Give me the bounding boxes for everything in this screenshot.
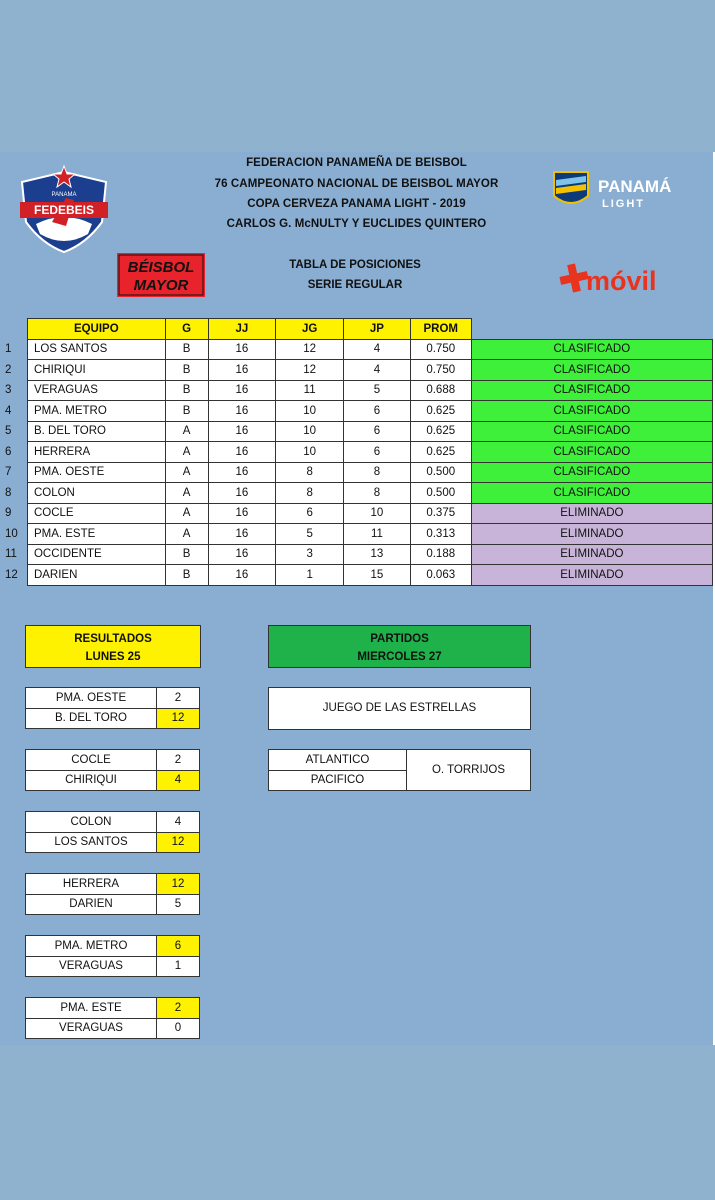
status-cell: CLASIFICADO [471, 360, 712, 381]
standings-row [0, 483, 713, 504]
table-caption: TABLA DE POSICIONES [289, 259, 421, 271]
game-team: PMA. ESTE [26, 998, 157, 1019]
average-cell: 0.750 [410, 360, 471, 381]
rank-cell: 10 [5, 527, 18, 540]
status-cell: CLASIFICADO [471, 339, 712, 360]
team-atlantico: ATLANTICO [269, 750, 407, 771]
status-cell: CLASIFICADO [471, 462, 712, 483]
game-score: 12 [157, 874, 200, 895]
results-header [25, 625, 201, 668]
status-cell: CLASIFICADO [471, 401, 712, 422]
game-score: 2 [157, 750, 200, 771]
standings-row [0, 524, 713, 545]
played-cell: 16 [208, 421, 276, 442]
results-date: LUNES 25 [85, 651, 141, 663]
game-team: COCLE [26, 750, 157, 771]
game-team: PMA. METRO [26, 936, 157, 957]
game-team: PMA. OESTE [26, 688, 157, 709]
standings-row [0, 442, 713, 463]
game-result [25, 749, 200, 791]
team-cell: VERAGUAS [27, 380, 165, 401]
average-cell: 0.188 [410, 544, 471, 565]
standings-row [0, 503, 713, 524]
standings-header-row [0, 319, 713, 340]
rank-cell: 7 [5, 466, 12, 479]
group-cell: A [165, 442, 208, 463]
standings-row [0, 421, 713, 442]
standings-row [0, 401, 713, 422]
average-cell: 0.750 [410, 339, 471, 360]
col-header-won: JG [276, 319, 344, 340]
won-cell: 12 [276, 360, 344, 381]
rank-cell: 8 [5, 486, 12, 499]
federation-title: FEDERACION PANAMEÑA DE BEISBOL [246, 157, 467, 169]
game-team: COLON [26, 812, 157, 833]
group-cell: A [165, 503, 208, 524]
status-cell: CLASIFICADO [471, 421, 712, 442]
beisbol-mayor-logo [117, 253, 205, 297]
rank-cell: 1 [5, 343, 12, 356]
status-cell: CLASIFICADO [471, 483, 712, 504]
average-cell: 0.688 [410, 380, 471, 401]
standings-row [0, 544, 713, 565]
team-cell: LOS SANTOS [27, 339, 165, 360]
won-cell: 3 [276, 544, 344, 565]
won-cell: 10 [276, 442, 344, 463]
lost-cell: 6 [344, 442, 411, 463]
game-score: 5 [157, 894, 200, 915]
matches-title: PARTIDOS [370, 633, 429, 645]
team-cell: PMA. OESTE [27, 462, 165, 483]
series-caption: SERIE REGULAR [307, 279, 403, 291]
game-score: 1 [157, 956, 200, 977]
standings-row [0, 462, 713, 483]
played-cell: 16 [208, 462, 276, 483]
team-cell: PMA. METRO [27, 401, 165, 422]
group-cell: B [165, 565, 208, 586]
game-team: LOS SANTOS [26, 832, 157, 853]
played-cell: 16 [208, 544, 276, 565]
game-result [25, 873, 200, 915]
rank-cell: 12 [5, 568, 18, 581]
lost-cell: 6 [344, 401, 411, 422]
played-cell: 16 [208, 442, 276, 463]
fedebeis-text: FEDEBEIS [33, 203, 95, 217]
average-cell: 0.625 [410, 442, 471, 463]
standings-row [0, 565, 713, 586]
played-cell: 16 [208, 360, 276, 381]
won-cell: 8 [276, 483, 344, 504]
all-star-matchup [268, 749, 531, 791]
average-cell: 0.625 [410, 421, 471, 442]
status-cell: ELIMINADO [471, 544, 712, 565]
status-cell: ELIMINADO [471, 524, 712, 545]
lost-cell: 15 [344, 565, 411, 586]
beisbol-text: BÉISBOL [127, 259, 195, 276]
movil-text: móvil [586, 266, 657, 296]
rank-cell: 4 [5, 404, 12, 417]
lost-cell: 4 [344, 339, 411, 360]
game-score: 12 [157, 708, 200, 729]
cup-title: COPA CERVEZA PANAMA LIGHT - 2019 [247, 198, 466, 210]
group-cell: A [165, 483, 208, 504]
matches-header [268, 625, 531, 668]
standings-row [0, 380, 713, 401]
rank-cell: 5 [5, 425, 12, 438]
standings-sheet [0, 152, 715, 1045]
dedication-line: CARLOS G. McNULTY Y EUCLIDES QUINTERO [226, 218, 487, 230]
all-star-game: JUEGO DE LAS ESTRELLAS [268, 687, 531, 730]
won-cell: 5 [276, 524, 344, 545]
team-cell: DARIEN [27, 565, 165, 586]
game-team: CHIRIQUI [26, 770, 157, 791]
lost-cell: 6 [344, 421, 411, 442]
rank-cell: 3 [5, 384, 12, 397]
game-team: HERRERA [26, 874, 157, 895]
average-cell: 0.625 [410, 401, 471, 422]
lost-cell: 10 [344, 503, 411, 524]
won-cell: 10 [276, 401, 344, 422]
team-cell: COCLE [27, 503, 165, 524]
game-team: VERAGUAS [26, 956, 157, 977]
game-score: 4 [157, 812, 200, 833]
group-cell: B [165, 544, 208, 565]
col-header-average: PROM [410, 319, 471, 340]
won-cell: 11 [276, 380, 344, 401]
game-result [25, 935, 200, 977]
group-cell: A [165, 524, 208, 545]
average-cell: 0.313 [410, 524, 471, 545]
average-cell: 0.375 [410, 503, 471, 524]
game-team: DARIEN [26, 894, 157, 915]
game-team: B. DEL TORO [26, 708, 157, 729]
won-cell: 8 [276, 462, 344, 483]
panama-light-logo [548, 166, 688, 216]
panama-light-text: PANAMÁ [598, 177, 672, 196]
standings-table [0, 318, 713, 586]
championship-title: 76 CAMPEONATO NACIONAL DE BEISBOL MAYOR [214, 178, 499, 190]
won-cell: 6 [276, 503, 344, 524]
group-cell: B [165, 339, 208, 360]
game-score: 2 [157, 688, 200, 709]
rank-cell: 11 [5, 548, 17, 561]
won-cell: 1 [276, 565, 344, 586]
lost-cell: 11 [344, 524, 411, 545]
played-cell: 16 [208, 380, 276, 401]
played-cell: 16 [208, 401, 276, 422]
game-score: 12 [157, 832, 200, 853]
col-header-lost: JP [344, 319, 411, 340]
team-cell: PMA. ESTE [27, 524, 165, 545]
game-score: 2 [157, 998, 200, 1019]
played-cell: 16 [208, 503, 276, 524]
game-score: 4 [157, 770, 200, 791]
lost-cell: 4 [344, 360, 411, 381]
team-cell: CHIRIQUI [27, 360, 165, 381]
matches-date: MIERCOLES 27 [357, 651, 442, 663]
game-result [25, 997, 200, 1039]
game-result [25, 687, 200, 729]
played-cell: 16 [208, 339, 276, 360]
venue: O. TORRIJOS [407, 750, 531, 791]
lost-cell: 5 [344, 380, 411, 401]
status-cell: CLASIFICADO [471, 380, 712, 401]
team-cell: OCCIDENTE [27, 544, 165, 565]
team-cell: HERRERA [27, 442, 165, 463]
lost-cell: 13 [344, 544, 411, 565]
group-cell: A [165, 421, 208, 442]
results-title: RESULTADOS [74, 633, 152, 645]
light-text: LIGHT [602, 198, 645, 210]
status-cell: ELIMINADO [471, 503, 712, 524]
group-cell: A [165, 462, 208, 483]
status-cell: CLASIFICADO [471, 442, 712, 463]
won-cell: 10 [276, 421, 344, 442]
fedebeis-small-text: PANAMA [51, 192, 77, 198]
mayor-text: MAYOR [133, 277, 189, 294]
game-score: 0 [157, 1018, 200, 1039]
lost-cell: 8 [344, 483, 411, 504]
played-cell: 16 [208, 565, 276, 586]
standings-row [0, 360, 713, 381]
col-header-played: JJ [208, 319, 276, 340]
team-pacifico: PACIFICO [269, 770, 407, 791]
col-header-group: G [165, 319, 208, 340]
group-cell: B [165, 401, 208, 422]
game-team: VERAGUAS [26, 1018, 157, 1039]
game-score: 6 [157, 936, 200, 957]
group-cell: B [165, 380, 208, 401]
average-cell: 0.500 [410, 462, 471, 483]
movil-logo [556, 256, 676, 298]
lost-cell: 8 [344, 462, 411, 483]
average-cell: 0.063 [410, 565, 471, 586]
standings-row [0, 339, 713, 360]
rank-cell: 9 [5, 507, 12, 520]
game-result [25, 811, 200, 853]
status-cell: ELIMINADO [471, 565, 712, 586]
team-cell: B. DEL TORO [27, 421, 165, 442]
rank-cell: 2 [5, 363, 12, 376]
rank-cell: 6 [5, 445, 12, 458]
won-cell: 12 [276, 339, 344, 360]
team-cell: COLON [27, 483, 165, 504]
col-header-team: EQUIPO [27, 319, 165, 340]
average-cell: 0.500 [410, 483, 471, 504]
played-cell: 16 [208, 483, 276, 504]
played-cell: 16 [208, 524, 276, 545]
group-cell: B [165, 360, 208, 381]
